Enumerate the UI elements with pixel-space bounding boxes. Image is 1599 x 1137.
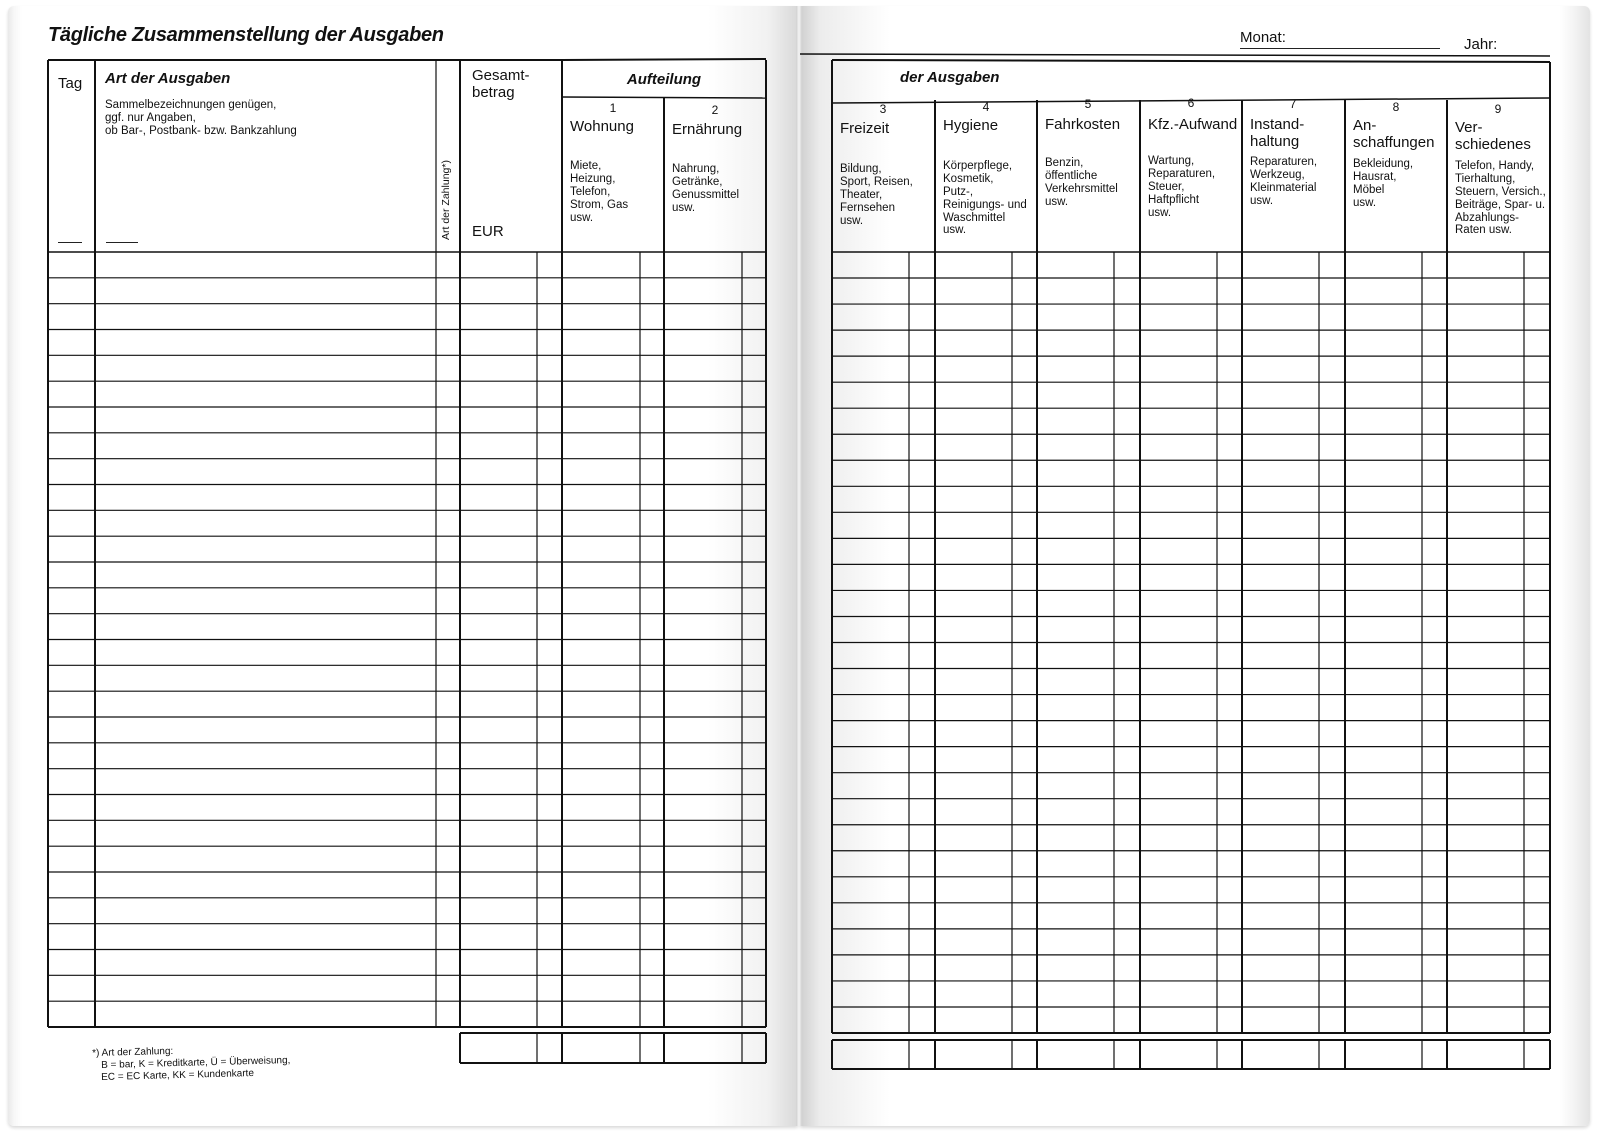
category-examples: Wartung, Reparaturen, Steuer, Haftpflicht usw. [1148,155,1216,219]
page-title: Tägliche Zusammenstellung der Ausgaben [48,24,444,46]
footnote-line-1: B = bar, K = Kreditkarte, Ü = Überweisung, [101,1055,291,1071]
category-number: 1 [609,101,617,115]
category-examples: Bekleidung, Hausrat, Möbel usw. [1353,158,1414,209]
category-number: 8 [1392,100,1400,114]
category-name: An- schaffungen [1353,117,1435,151]
category-number: 6 [1187,96,1195,110]
category-name: Ernährung [672,121,743,138]
category-name: Kfz.-Aufwand [1148,116,1238,133]
category-number: 5 [1084,97,1092,111]
category-number: 4 [982,100,990,114]
category-examples: Reparaturen, Werkzeug, Kleinmaterial usw. [1250,156,1318,207]
category-examples: Benzin, öffentliche Verkehrsmittel usw. [1045,157,1118,208]
monat-label: Monat: [1240,29,1286,46]
art-blank-line [106,242,138,243]
aufteilung-header: Aufteilung [626,71,702,88]
tag-blank-line [58,242,82,243]
currency-label: EUR [472,223,504,240]
category-name: Hygiene [943,117,999,134]
category-name: Ver- schiedenes [1455,119,1531,153]
category-number: 9 [1494,102,1502,116]
art-der-ausgaben-note: Sammelbezeichnungen genügen, ggf. nur Angaben, ob Bar-, Postbank- bzw. Bankzahlung [105,99,297,137]
category-name: Freizeit [840,120,890,137]
art-der-ausgaben-header: Art der Ausgaben [105,70,231,87]
footnote-label: *) Art der Zahlung: [92,1045,174,1059]
category-number: 3 [879,102,887,116]
gesamtbetrag-header: Gesamt- betrag [472,67,530,101]
category-examples: Bildung, Sport, Reisen, Theater, Fernsehen usw. [840,163,913,227]
category-examples: Nahrung, Getränke, Genussmittel usw. [672,163,740,214]
jahr-label: Jahr: [1464,36,1498,53]
footnote-line-2: EC = EC Karte, KK = Kundenkarte [101,1067,255,1083]
category-number: 2 [711,103,719,117]
art-der-zahlung-header: Art der Zahlung*) [440,160,452,240]
monat-jahr-underline [800,54,1550,56]
category-name: Instand- haltung [1250,116,1305,150]
category-name: Fahrkosten [1045,116,1121,133]
monat-field[interactable] [1240,48,1440,49]
category-examples: Miete, Heizung, Telefon, Strom, Gas usw. [570,160,629,224]
category-examples: Telefon, Handy, Tierhaltung, Steuern, Versich., Beiträge, Spar- u. Abzahlungs- Raten usw. [1455,160,1546,237]
category-number: 7 [1289,97,1297,111]
table-top-border [562,59,766,60]
category-examples: Körperpflege, Kosmetik, Putz-, Reinigungs- und Waschmittel usw. [943,160,1027,237]
aufteilung-divider [562,97,766,98]
category-name: Wohnung [570,118,634,135]
der-ausgaben-header: der Ausgaben [900,69,1000,86]
table-top-border [832,60,1550,62]
tag-column-header: Tag [58,75,83,92]
